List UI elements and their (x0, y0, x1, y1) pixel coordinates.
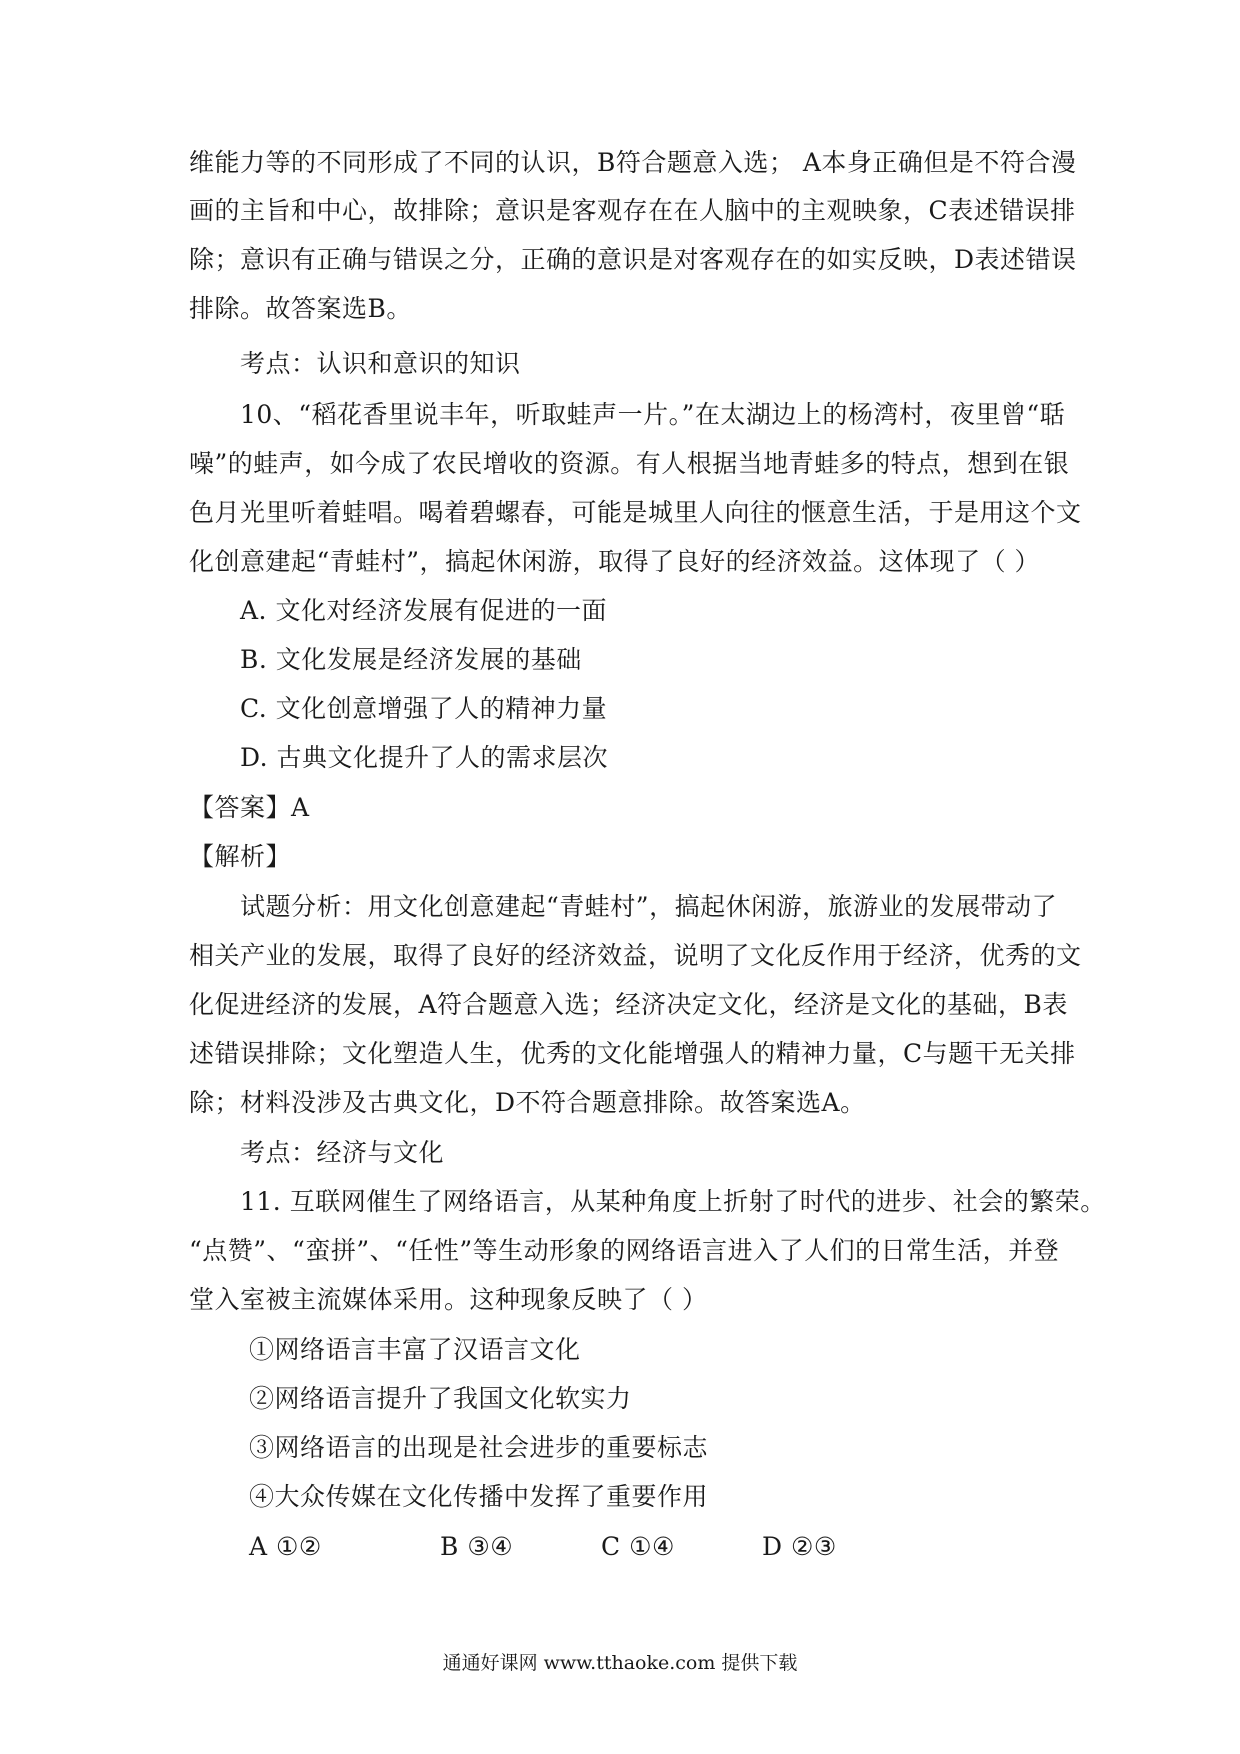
q11-statement-4: ④大众传媒在文化传播中发挥了重要作用 (249, 1482, 709, 1511)
page-footer: 通通好课网 www.tthaoke.com 提供下载 (442, 1652, 798, 1674)
q11-choice-b: B ③④ (440, 1532, 514, 1561)
q10-analysis-line: 述错误排除；文化塑造人生，优秀的文化能增强人的精神力量，C与题干无关排 (189, 1039, 1076, 1068)
paragraph-line: 画的主旨和中心，故排除；意识是客观存在在人脑中的主观映象，C表述错误排 (189, 196, 1076, 225)
q10-analysis-line: 化促进经济的发展，A符合题意入选；经济决定文化，经济是文化的基础，B表 (189, 990, 1068, 1019)
q10-stem-line: 噪”的蛙声，如今成了农民增收的资源。有人根据当地青蛙多的特点，想到在银 (189, 449, 1070, 478)
q10-analysis-label: 【解析】 (189, 842, 292, 871)
q10-analysis-line: 除；材料没涉及古典文化，D不符合题意排除。故答案选A。 (189, 1088, 866, 1117)
kaodian-2: 考点：经济与文化 (240, 1138, 445, 1167)
q10-option-b: B. 文化发展是经济发展的基础 (240, 645, 582, 674)
q10-stem-line: 化创意建起“青蛙村”，搞起休闲游，取得了良好的经济效益。这体现了（ ） (189, 547, 1041, 576)
q11-stem-line: 堂入室被主流媒体采用。这种现象反映了（ ） (189, 1285, 708, 1314)
q11-statement-1: ①网络语言丰富了汉语言文化 (249, 1335, 581, 1364)
q10-analysis-line: 试题分析：用文化创意建起“青蛙村”，搞起休闲游，旅游业的发展带动了 (240, 892, 1058, 921)
q10-stem-line: 10、“稻花香里说丰年，听取蛙声一片。”在太湖边上的杨湾村，夜里曾“聒 (240, 400, 1066, 429)
paragraph-line: 维能力等的不同形成了不同的认识，B符合题意入选； A本身正确但是不符合漫 (189, 148, 1077, 177)
q10-option-c: C. 文化创意增强了人的精神力量 (240, 694, 608, 723)
paragraph-line: 除；意识有正确与错误之分，正确的意识是对客观存在的如实反映，D表述错误 (189, 245, 1077, 274)
q11-choice-a: A ①② (249, 1532, 322, 1561)
q10-answer: 【答案】A (189, 793, 310, 822)
q10-stem-line: 色月光里听着蛙唱。喝着碧螺春，可能是城里人向往的惬意生活，于是用这个文 (189, 498, 1082, 527)
paragraph-line: 排除。故答案选B。 (189, 294, 412, 323)
q10-option-a: A. 文化对经济发展有促进的一面 (240, 596, 607, 625)
q11-statement-2: ②网络语言提升了我国文化软实力 (249, 1384, 632, 1413)
q10-analysis-line: 相关产业的发展，取得了良好的经济效益，说明了文化反作用于经济，优秀的文 (189, 941, 1082, 970)
kaodian-1: 考点：认识和意识的知识 (240, 349, 521, 378)
q11-stem-line: 11. 互联网催生了网络语言，从某种角度上折射了时代的进步、社会的繁荣。 (240, 1187, 1106, 1216)
q10-option-d: D. 古典文化提升了人的需求层次 (240, 743, 609, 772)
q11-stem-line: “点赞”、“蛮拼”、“任性”等生动形象的网络语言进入了人们的日常生活，并登 (189, 1236, 1060, 1265)
q11-choice-d: D ②③ (762, 1532, 837, 1561)
q11-choice-c: C ①④ (601, 1532, 675, 1561)
q11-statement-3: ③网络语言的出现是社会进步的重要标志 (249, 1433, 709, 1462)
